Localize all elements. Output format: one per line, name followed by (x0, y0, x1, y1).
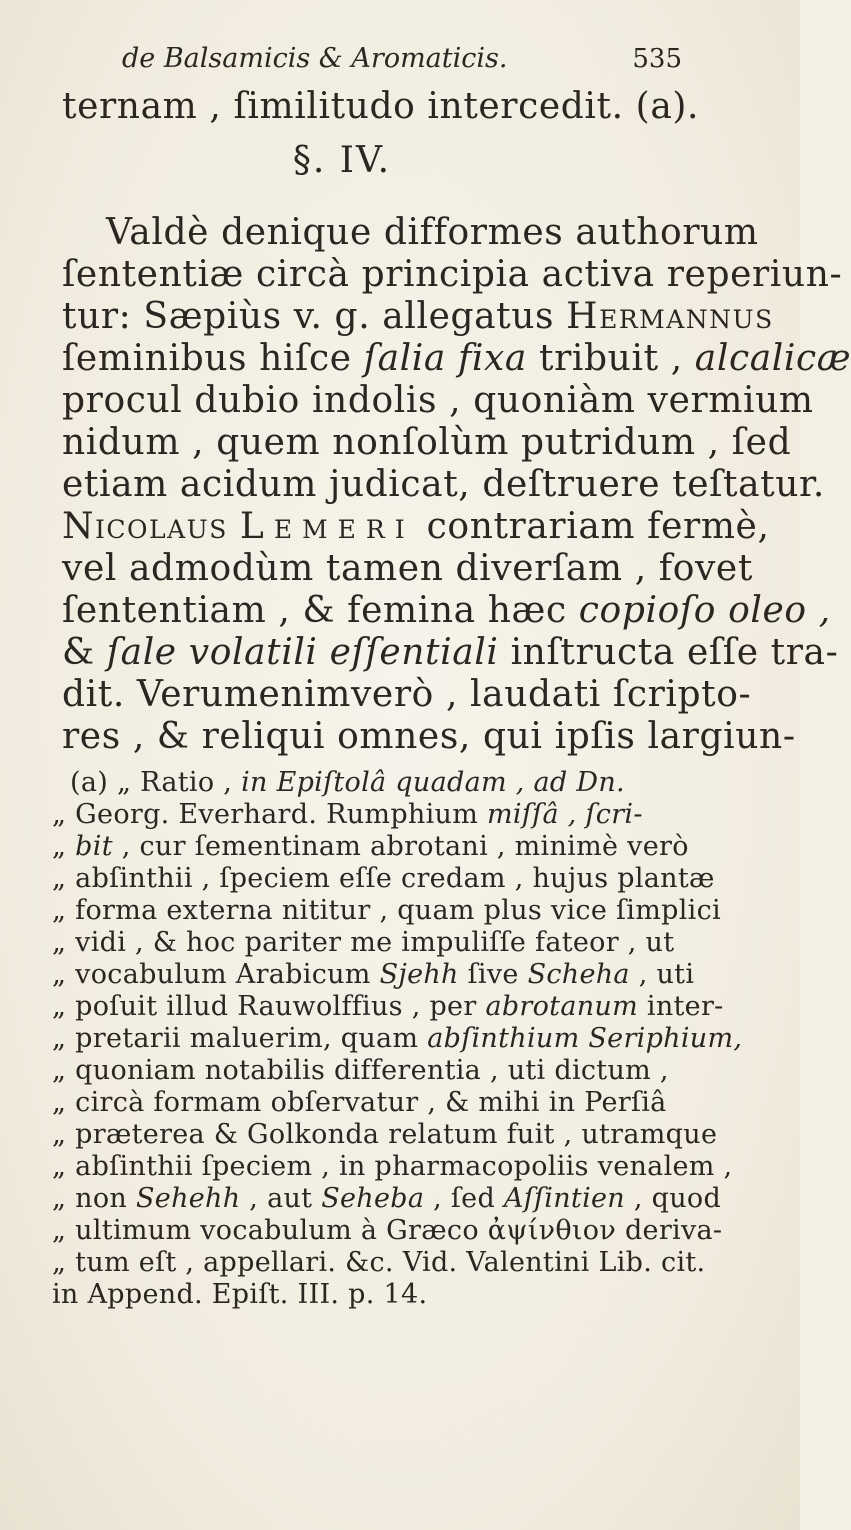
footnote-italic: abſinthium Seriphium, (427, 1023, 743, 1054)
main-text (62, 86, 752, 128)
term: ſale volatili eſſentiali (106, 632, 499, 673)
main-paragraph (62, 212, 851, 758)
footnote-line (52, 1119, 762, 1151)
footnote-text: „ præterea & Golkonda relatum fuit , utramque (52, 1119, 718, 1150)
footnote-text: ſive (458, 959, 528, 990)
footnote-text: „ ultimum vocabulum à Græco ἀψίνθιον deriva- (52, 1215, 723, 1246)
footnote-line (52, 991, 762, 1023)
running-header (122, 44, 682, 74)
footnote-text: „ tum eſt , appellari. &c. Vid. Valentini Lib. cit. (52, 1247, 706, 1278)
footnote-text: (a) (70, 767, 117, 798)
section-heading: §. IV. (292, 140, 392, 181)
footnote-text: „ poſuit illud Rauwolffius , per (52, 991, 486, 1022)
footnote-text: „ abſinthii ſpeciem , in pharmacopoliis venalem , (52, 1151, 733, 1182)
text-line: nidum , quem nonſolùm putridum , ſed (62, 422, 792, 463)
page-number: 535 (632, 44, 682, 74)
footnote-line (52, 895, 762, 927)
footnote-text: „ quoniam notabilis differentia , uti dictum , (52, 1055, 669, 1086)
footnote-italic: abrotanum (485, 991, 639, 1022)
author-name: Hermannus (566, 296, 774, 337)
footnote-italic: Sehehh (136, 1183, 241, 1214)
footnote-line (52, 831, 762, 863)
footnote-line (52, 1055, 762, 1087)
footnote-line (52, 1023, 762, 1055)
footnote-line (52, 767, 762, 799)
text-line: vel admodùm tamen diverſam , fovet (62, 548, 753, 589)
footnote-italic: Sjehh (379, 959, 459, 990)
term: ſalia fixa (363, 338, 527, 379)
footnote-italic: Scheha (527, 959, 630, 990)
footnote-text: „ Georg. Everhard. Rumphium (52, 799, 488, 830)
text-line: dit. Verumenimverò , laudati ſcripto- (62, 674, 752, 715)
footnote-text: , cur ſementinam abrotani , minimè verò (112, 831, 689, 862)
text-line: etiam acidum judicat, deſtruere teſtatur. (62, 464, 825, 505)
text-line: ſententiam , & femina hæc copioſo oleo , (62, 590, 831, 631)
term: alcalicæ (694, 338, 851, 379)
footnote-line (52, 1183, 762, 1215)
footnote-line (52, 1215, 762, 1247)
footnote-text: „ abſinthii , ſpeciem eſſe credam , hujus plantæ (52, 863, 715, 894)
text-line: ſententiæ circà principia activa reperiun- (62, 254, 843, 295)
footnote-text: , aut (240, 1183, 322, 1214)
footnote-italic: miſſâ , ſcri- (487, 799, 643, 830)
text-line: Nicolaus Lemeri contrariam fermè, (62, 506, 770, 547)
footnote-text: „ vidi , & hoc pariter me impuliſſe fateor , ut (52, 927, 675, 958)
footnote-text: „ (52, 831, 76, 862)
text-line: & ſale volatili eſſentiali inſtructa eſſe tra- (62, 632, 839, 673)
footnote-text: „ pretarii maluerim, quam (52, 1023, 428, 1054)
footnote-italic: Seheba (321, 1183, 425, 1214)
footnote-text: , quod (624, 1183, 722, 1214)
footnote-text: „ circà formam obſervatur , & mihi in Perſiâ (52, 1087, 667, 1118)
running-title: de Balsamicis & Aromaticis. (122, 43, 508, 74)
footnote-line (52, 799, 762, 831)
footnote-line (52, 1247, 762, 1279)
text-line: res , & reliqui omnes, qui ipſis largiun- (62, 716, 796, 757)
footnote-line (52, 927, 762, 959)
text-line: Valdè denique difformes authorum (106, 212, 759, 253)
footnote-text: „ Ratio , (116, 767, 242, 798)
footnote-text: , uti (629, 959, 695, 990)
footnote-text: „ non (52, 1183, 136, 1214)
footnote-italic: Aſſintien (503, 1183, 625, 1214)
footnote-text: inter- (638, 991, 724, 1022)
footnote-text: , ſed (424, 1183, 504, 1214)
text-line: tur: Sæpiùs v. g. allegatus Hermannus (62, 296, 774, 337)
footnote-italic: in Epiſtolâ quadam , ad Dn. (241, 767, 625, 798)
author-name: Lemeri (239, 506, 415, 547)
footnote-text: in Append. Epiſt. III. p. 14. (52, 1279, 428, 1310)
footnote-line (52, 1087, 762, 1119)
text-line: ſeminibus hiſce ſalia fixa tribuit , alcalicæ (62, 338, 851, 379)
footnote-line (52, 863, 762, 895)
text-line: procul dubio indolis , quoniàm vermium (62, 380, 814, 421)
term: copioſo oleo , (578, 590, 831, 631)
footnote-text: „ vocabulum Arabicum (52, 959, 380, 990)
footnote-line (52, 1151, 762, 1183)
footnote-text: „ forma externa nititur , quam plus vice ſimplici (52, 895, 721, 926)
footnote-italic: bit (75, 831, 113, 862)
footnote-line (52, 1279, 762, 1311)
footnote-line (52, 959, 762, 991)
footnote (52, 767, 762, 1311)
text-line: ternam , ſimilitudo intercedit. (a). (62, 86, 700, 127)
author-name: Nicolaus (62, 506, 228, 547)
